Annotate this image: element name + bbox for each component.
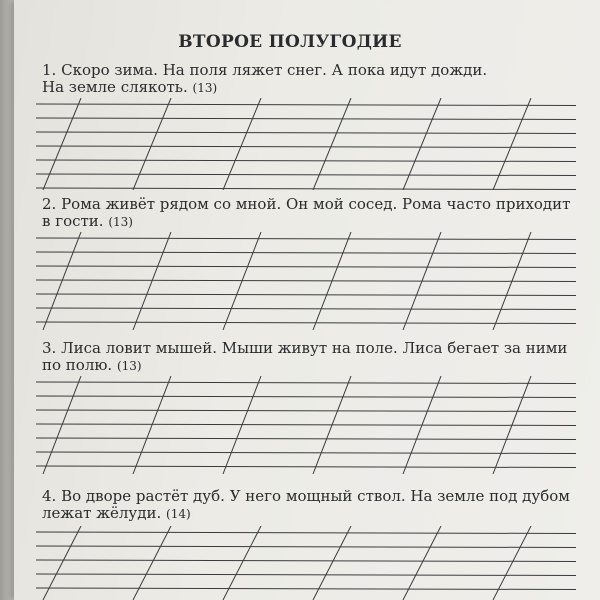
ruled-line	[36, 118, 576, 120]
slant-guide-line	[133, 526, 171, 600]
ruled-line	[36, 532, 576, 534]
ruled-line	[36, 308, 576, 310]
ruled-line	[36, 132, 576, 134]
task-4	[42, 488, 582, 523]
task-text-line-2: в гости.	[42, 212, 104, 230]
ruled-line	[36, 396, 576, 398]
ruled-line	[36, 238, 576, 240]
ruled-line	[36, 266, 576, 268]
word-count: (13)	[116, 359, 142, 373]
ruled-line	[36, 104, 576, 106]
writing-lines-2[interactable]	[36, 232, 576, 330]
slant-guide-line	[43, 526, 81, 600]
ruled-line	[36, 560, 576, 562]
ruled-line	[36, 146, 576, 148]
slant-guide-line	[43, 98, 81, 190]
ruled-line	[36, 424, 576, 426]
ruled-line	[36, 252, 576, 254]
ruled-line	[36, 574, 576, 576]
task-3	[42, 340, 582, 375]
ruled-line	[36, 382, 576, 384]
ruled-line	[36, 174, 576, 176]
task-number: 2.	[42, 195, 57, 213]
word-count: (13)	[192, 81, 218, 95]
task-text-line-1: Лиса ловит мышей. Мыши живут на поле. Лиса бегает за ними	[61, 339, 568, 357]
task-text-line-2: по полю.	[42, 356, 113, 374]
slant-guide-line	[223, 98, 261, 190]
writing-lines-4[interactable]	[36, 526, 576, 600]
ruled-line	[36, 410, 576, 412]
slant-guide-line	[403, 98, 441, 190]
task-text-line-1: Скоро зима. На поля ляжет снег. А пока идут дожди.	[61, 61, 488, 79]
slant-guide-line	[493, 98, 531, 190]
word-count: (13)	[108, 215, 133, 229]
book-spine-shadow	[0, 0, 14, 600]
ruled-line	[36, 466, 576, 468]
word-count: (14)	[166, 507, 191, 521]
ruled-line	[36, 188, 576, 190]
task-number: 4.	[42, 487, 57, 505]
ruled-line	[36, 452, 576, 454]
ruled-line	[36, 322, 576, 324]
ruled-line	[36, 160, 576, 162]
ruled-line	[36, 588, 576, 590]
task-2	[42, 196, 582, 231]
slant-guide-line	[43, 232, 81, 330]
ruled-line	[36, 546, 576, 548]
ruled-line	[36, 438, 576, 440]
task-number: 3.	[42, 339, 57, 357]
task-text-line-1: Во дворе растёт дуб. У него мощный ствол. На земле под дубом	[61, 487, 570, 505]
writing-lines-3[interactable]	[36, 376, 576, 474]
slant-guide-line	[133, 232, 171, 330]
ruled-line	[36, 294, 576, 296]
page-title: ВТОРОЕ ПОЛУГОДИЕ	[178, 32, 402, 52]
ruled-line	[36, 280, 576, 282]
task-text-line-2: На земле слякоть.	[42, 78, 188, 96]
task-number: 1.	[42, 61, 57, 79]
task-text-line-2: лежат жёлуди.	[42, 504, 162, 522]
writing-lines-1[interactable]	[36, 98, 576, 190]
task-1	[42, 62, 582, 97]
task-text-line-1: Рома живёт рядом со мной. Он мой сосед. Рома часто приходит	[61, 195, 571, 213]
slant-guide-line	[133, 376, 171, 474]
slant-guide-line	[43, 376, 81, 474]
slant-guide-line	[313, 98, 351, 190]
slant-guide-line	[133, 98, 171, 190]
